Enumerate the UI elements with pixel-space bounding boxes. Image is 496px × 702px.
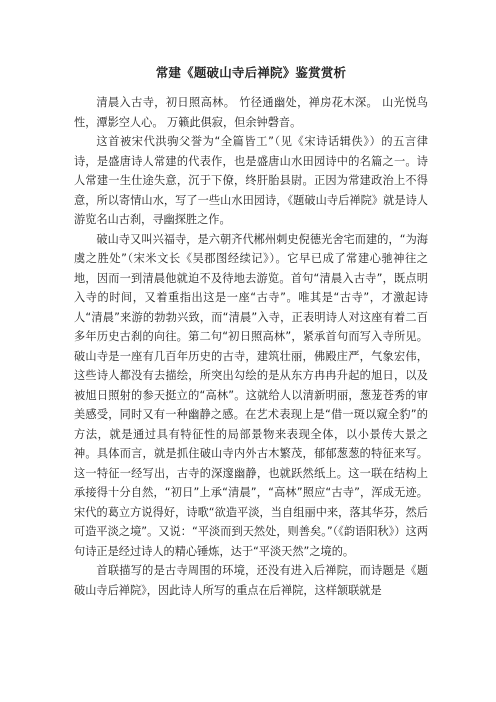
body-paragraph: 破山寺又叫兴福寺，是六朝齐代郴州刺史倪德光舍宅而建的，“为海虞之胜处”（宋米文长《吴郡图经续记》）。它早已成了常建心驰神往之地，因而一到清晨他就迫不及待地去游览。首句“清晨入古寺”，既点明入寺的时间，又着重指出这是一座“古寺”。唯其是“古寺”，才激起诗人“清晨”来游的勃勃兴致，而“清晨”入寺，正表明诗人对这座有着二百多年历史古刹的向往。第二句“初日照高林”，紧承首句而写入寺所见。破山寺是一座有几百年历史的古寺，建筑壮丽，佛殿庄严，气象宏伟，这些诗人都没有去描绘，所突出勾绘的是从东方冉冉升起的旭日，以及被旭日照射的参天挺立的“高林”。这就给人以清新明丽，葱茏苍秀的审美感受，同时又有一种幽静之感。在艺术表现上是“借一斑以窥全豹”的方法，就是通过具有特征性的局部景物来表现全体，以小景传大景之神。具体而言，就是抓住破山寺内外古木繁茂，郁郁葱葱的特征来写。这一特征一经写出，古寺的深邃幽静，也就跃然纸上。这一联在结构上承接得十分自然，“初日”上承“清晨”，“高林”照应“古寺”，浑成无迹。宋代的葛立方说得好，诗歌“欲造平淡，当自组丽中来，落其华芬，然后可造平淡之境”。又说：“平淡而到天然处，则善矣。”（《韵语阳秋》）这两句诗正是经过诗人的精心锤炼，达于“平淡天然”之境的。	[74, 232, 428, 558]
poem-paragraph: 清晨入古寺，初日照高林。 竹径通幽处，禅房花木深。 山光悦鸟性，潭影空人心。 万籁此俱寂，但余钟磬音。	[74, 96, 428, 129]
body-paragraph: 这首被宋代洪驹父誉为“全篇皆工”（见《宋诗话辑佚》）的五言律诗，是盛唐诗人常建的代表作，也是盛唐山水田园诗中的名篇之一。诗人常建一生仕途失意，沉于下僚，终肝胎县尉。正因为常建政治上不得意，所以寄情山水，写了一些山水田园诗，《题破山寺后禅院》就是诗人游览名山古刹，寻幽探胜之作。	[74, 135, 428, 226]
body-paragraph: 首联描写的是古寺周围的环境，还没有进入后禅院，而诗题是《题破山寺后禅院》，因此诗人所写的重点在后禅院，这样颔联就是	[74, 564, 428, 597]
document-title: 常建《题破山寺后禅院》鉴赏赏析	[155, 65, 347, 80]
